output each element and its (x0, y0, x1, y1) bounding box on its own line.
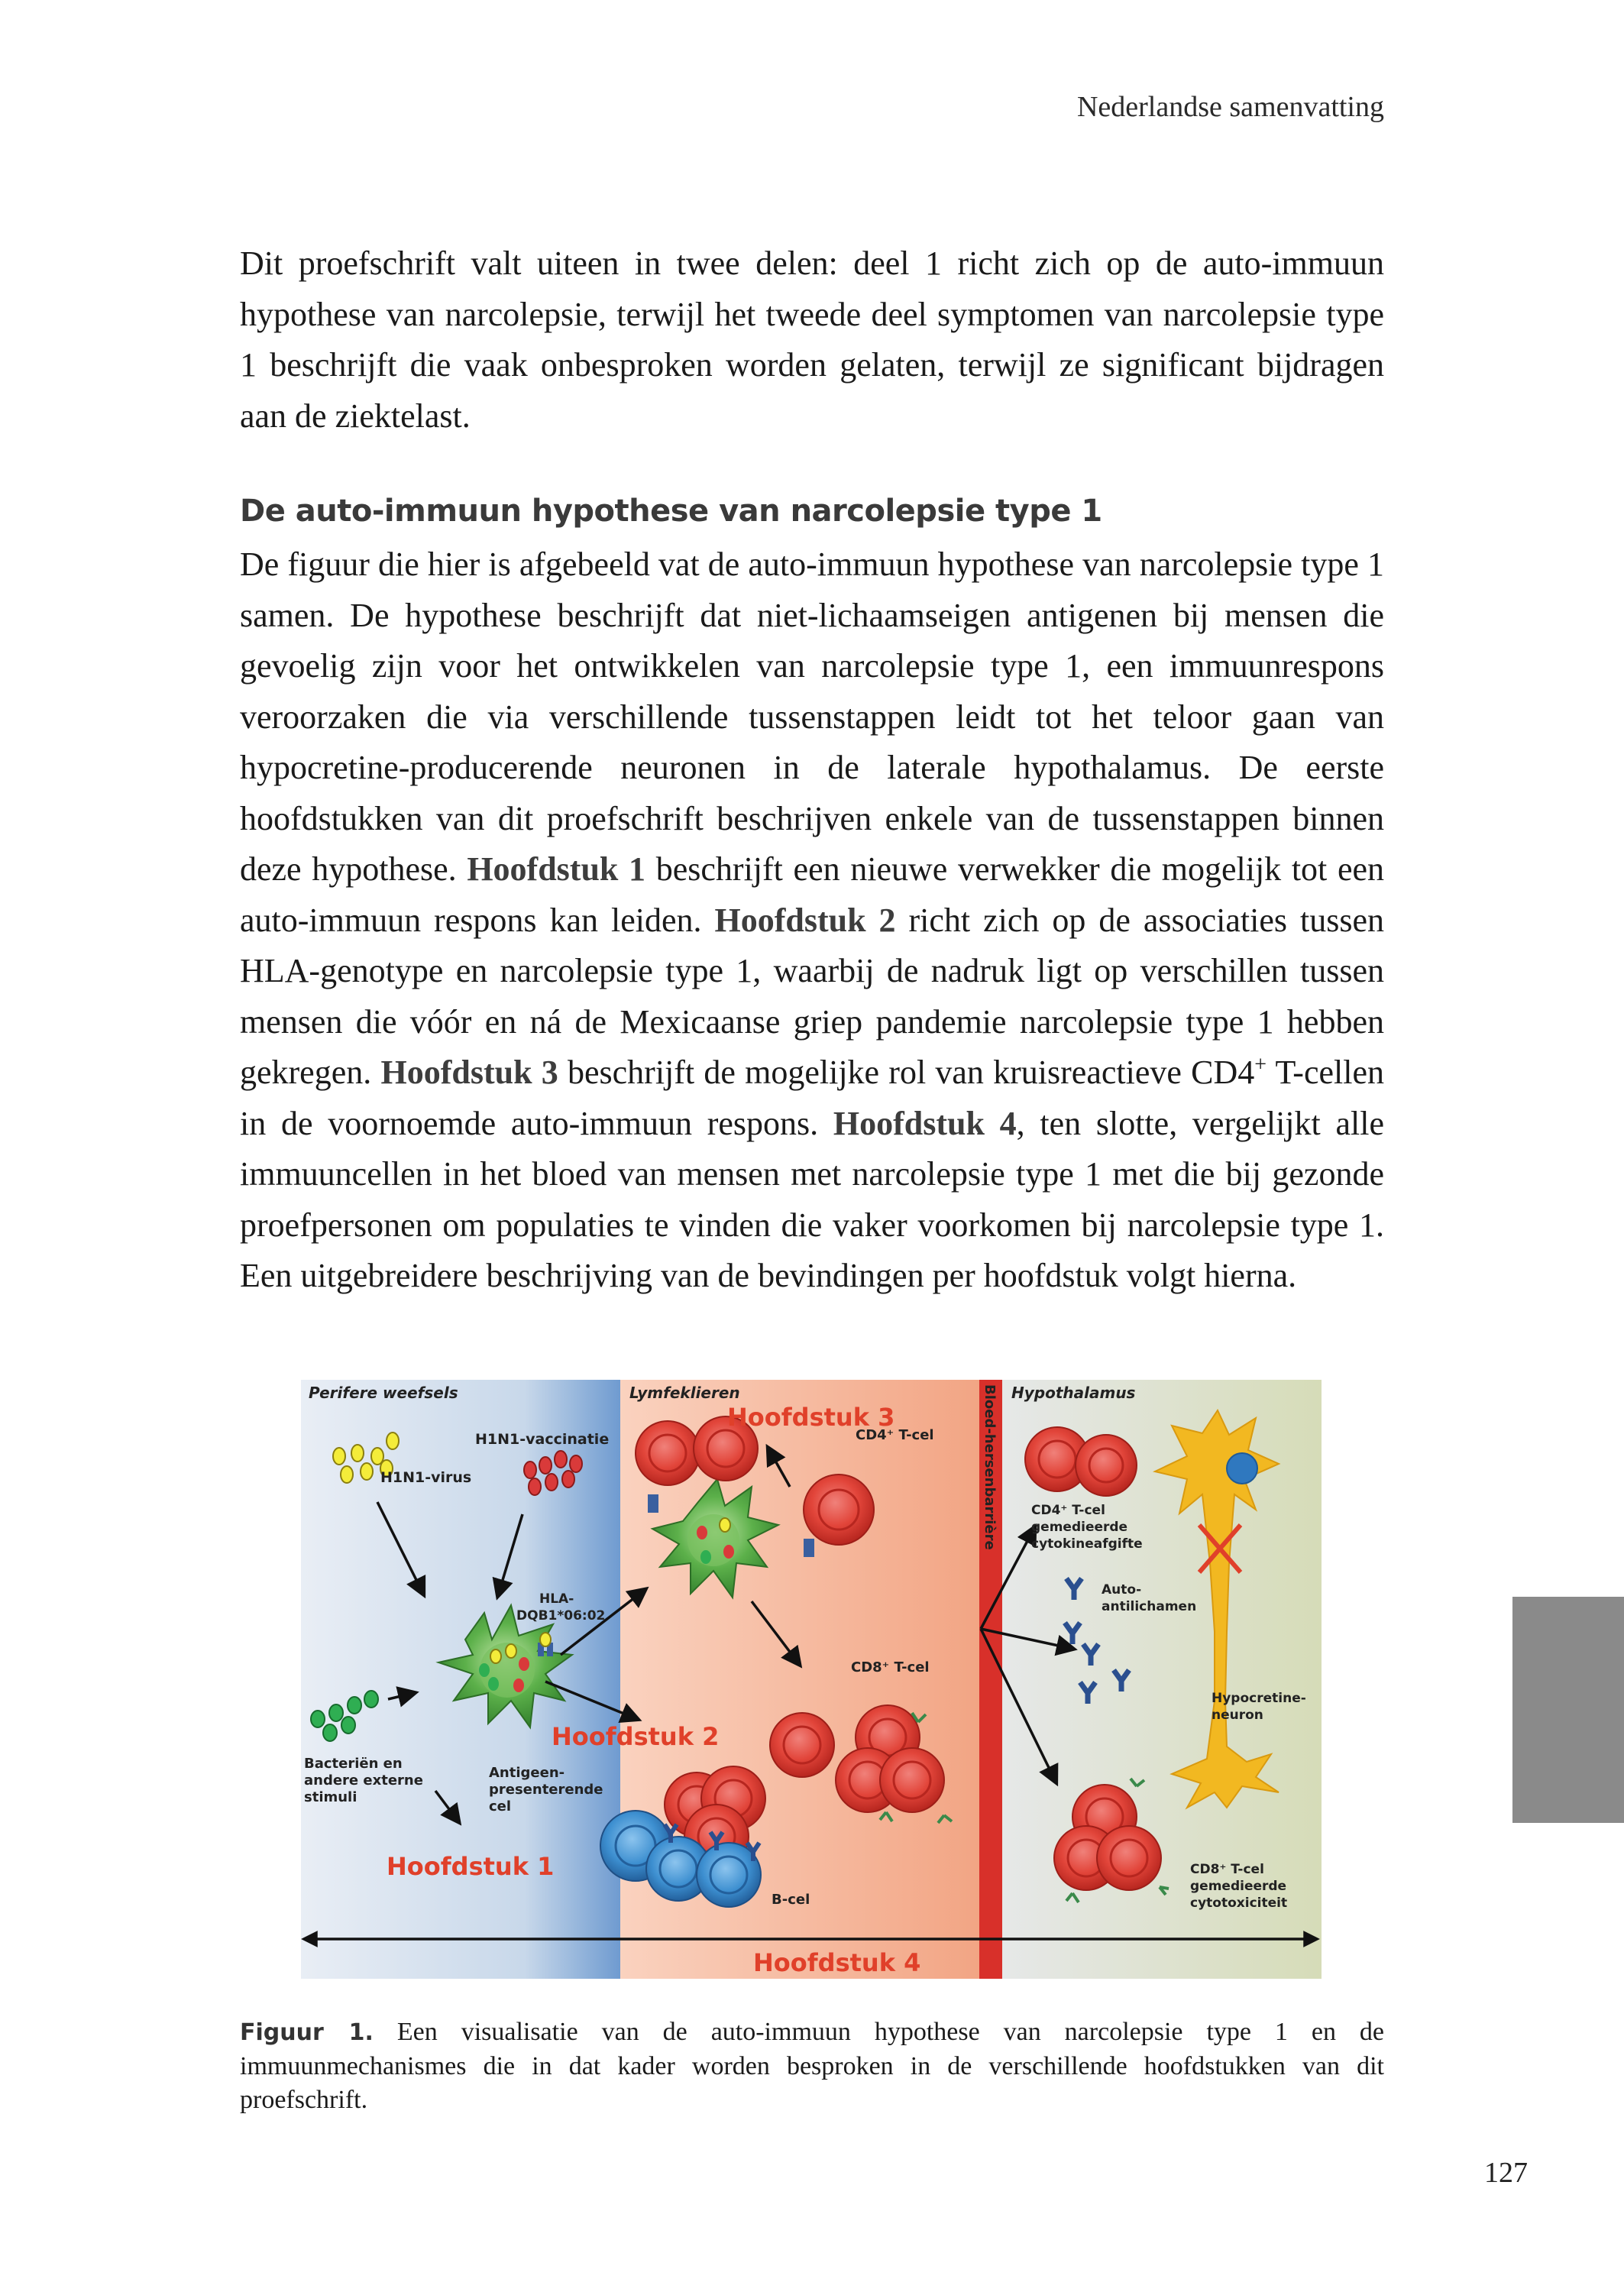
apc-label-line1: Antigeen- (489, 1765, 565, 1781)
apc-label-line2: presenterende (489, 1782, 603, 1798)
cd4-mediated-label-line2: gemedieerde (1031, 1520, 1128, 1535)
running-head: Nederlandse samenvatting (1076, 91, 1384, 123)
zone-hypothalamus-label: Hypothalamus (1011, 1384, 1136, 1402)
bcell-label: B-cel (772, 1892, 810, 1908)
cd8-tcell-label: CD8⁺ T-cel (851, 1659, 930, 1675)
intro-paragraph: Dit proefschrift valt uiteen in twee delen: deel 1 richt zich op de auto-immuun hypothese van narcolepsie, terwijl het tweede deel symptomen van narcolepsie type 1 beschrijft die vaak onbesproken worden gelaten, terwijl ze significant bijdragen aan de ziektelast. (240, 244, 1384, 435)
page-number: 127 (1484, 2157, 1528, 2189)
hla-label-line1: HLA- (539, 1591, 574, 1607)
paragraph-text: beschrijft de mogelijke rol van kruisreactieve CD4 (567, 1054, 1255, 1091)
cd8-mediated-label-line3: cytotoxiciteit (1190, 1895, 1288, 1911)
h1n1-virus-label: H1N1-virus (380, 1469, 472, 1486)
paragraph-text: beschrijft een nieuwe verwekker die mogelijk tot een auto-immuun respons kan leiden. (240, 850, 1385, 939)
lymph-receptor-icon (648, 1494, 658, 1513)
chapter-2-label: Hoofdstuk 2 (552, 1722, 720, 1751)
caption-text: Een visualisatie van de auto-immuun hypothese van narcolepsie type 1 en de immuunmechanismes die in dat kader worden besproken in de verschillende hoofdstukken van dit proefschrift. (240, 2018, 1385, 2114)
zone-peripheral-label: Perifere weefsels (309, 1384, 458, 1402)
bacteria-label-line2: andere externe (304, 1772, 423, 1789)
section-paragraph (240, 539, 1384, 1302)
h1n1-vaccination-label: H1N1-vaccinatie (475, 1431, 610, 1448)
chapter-thumb-tab (1512, 1597, 1624, 1823)
hypocretin-label-line2: neuron (1212, 1708, 1263, 1723)
bacteria-label-line3: stimuli (304, 1789, 357, 1805)
section-heading: De auto-immuun hypothese van narcolepsie type 1 (240, 494, 1102, 529)
autoantibodies-label-line1: Auto- (1102, 1582, 1142, 1598)
hypocretin-label-line1: Hypocretine- (1212, 1691, 1306, 1706)
barrier-label: Bloed-hersenbarrière (982, 1384, 998, 1550)
chapter-3-label: Hoofdstuk 3 (727, 1403, 895, 1432)
cd4-tcell-label: CD4⁺ T-cel (856, 1427, 934, 1443)
paragraph-text: De figuur die hier is afgebeeld vat de auto-immuun hypothese van narcolepsie type 1 samen. De hypothese beschrijft dat niet-lichaamseigen antigenen bij mensen die gevoelig zijn voor het ontwikkelen van narcolepsie type 1, een immuunrespons veroorzaken die via verschillende tussenstappen leidt tot het teloor gaan van hypocretine-producerende neuronen in de laterale hypothalamus. De eerste hoofdstukken van dit proefschrift beschrijven enkele van de tussenstappen binnen deze hypothese. (240, 545, 1384, 888)
cd4-mediated-label-line1: CD4⁺ T-cel (1031, 1503, 1105, 1518)
lymph-receptor-icon (804, 1539, 814, 1557)
chapter-4-ref: Hoofdstuk 4 (833, 1104, 1017, 1142)
caption-label: Figuur 1. (240, 2019, 374, 2046)
paragraph-text: richt zich op de associaties tussen HLA-genotype en narcolepsie type 1, waarbij de nadruk ligt op verschillen tussen mensen die vóór en ná de Mexicaanse griep pandemie narcolepsie type 1 hebben gekregen. (240, 901, 1384, 1091)
cd4-mediated-label-line3: cytokineafgifte (1031, 1536, 1143, 1552)
chapter-1-ref: Hoofdstuk 1 (467, 850, 646, 888)
bacteria-label-line1: Bacteriën en (304, 1756, 403, 1772)
paragraph-text: T-cellen in de voornoemde auto-immuun respons. (240, 1054, 1384, 1142)
chapter-2-ref: Hoofdstuk 2 (714, 901, 896, 939)
hla-label-line2: DQB1*06:02 (516, 1608, 606, 1624)
autoantibodies-label-line2: antilichamen (1102, 1599, 1197, 1614)
cd8-mediated-label-line1: CD8⁺ T-cel (1190, 1862, 1264, 1877)
paragraph-text: , ten slotte, vergelijkt alle immuuncellen in het bloed van mensen met narcolepsie type 1 met die bij gezonde proefpersonen om populaties te vinden die vaker voorkomen bij narcolepsie type 1. Een uitgebreidere beschrijving van de bevindingen per hoofdstuk volgt hierna. (240, 1104, 1384, 1294)
figure-autoimmune-hypothesis (301, 1380, 1322, 1979)
zone-lymph-label: Lymfeklieren (629, 1384, 740, 1402)
cd8-mediated-label-line2: gemedieerde (1190, 1879, 1287, 1894)
chapter-3-ref: Hoofdstuk 3 (380, 1054, 558, 1091)
chapter-1-label: Hoofdstuk 1 (387, 1852, 555, 1881)
superscript-plus: + (1254, 1053, 1267, 1076)
apc-label-line3: cel (489, 1798, 512, 1814)
chapter-4-label: Hoofdstuk 4 (753, 1948, 921, 1977)
figure-caption (240, 2015, 1384, 2117)
